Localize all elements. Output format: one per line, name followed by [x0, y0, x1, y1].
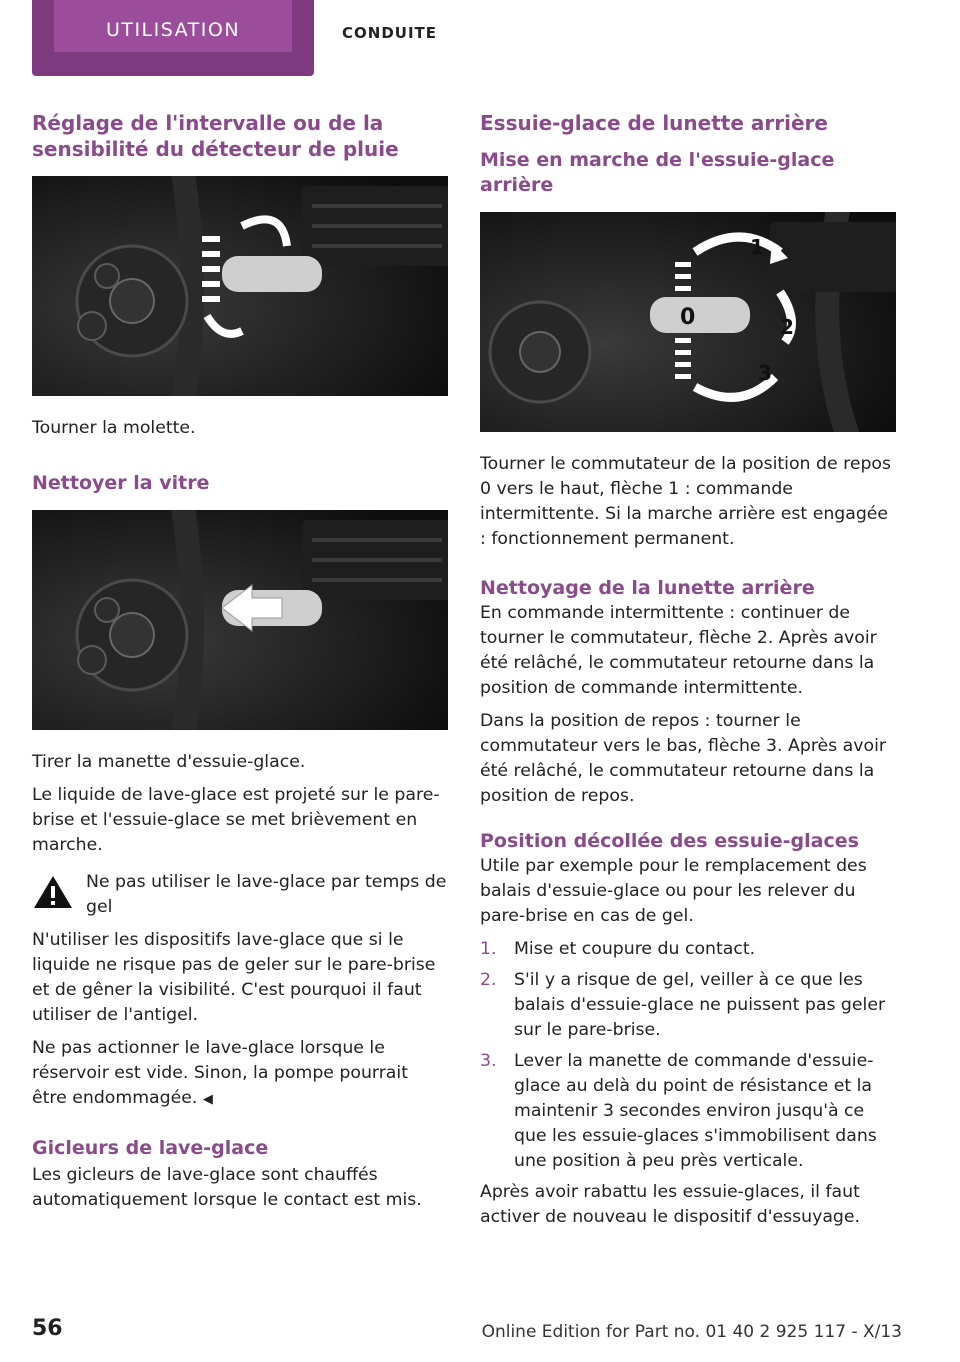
section-tab-active: [32, 0, 314, 76]
warning-triangle-icon: [32, 874, 74, 910]
paragraph-lifted-position: Utile par exemple pour le remplacement des balais d'essuie-glace ou pour les relever du pare-brise en cas de gel.: [480, 856, 867, 926]
heading-rain-sensor: Réglage de l'intervalle ou de la sensibilité du détecteur de pluie: [32, 111, 399, 161]
heading-rear-wiper: Essuie-glace de lunette arrière: [480, 111, 828, 135]
warning-empty-tank-text: Ne pas actionner le lave-glace lorsque le réservoir est vide. Sinon, la pompe pourrait être endommagée.: [32, 1038, 408, 1108]
step-number: 1.: [480, 939, 497, 959]
heading-rear-wiper-on: Mise en marche de l'essuie-glace arrière: [480, 149, 835, 196]
warning-paragraph-empty-tank: [32, 1036, 448, 1112]
paragraph-rear-clean-rest: Dans la position de repos : tourner le commutateur vers le bas, flèche 3. Après avoir été relâché, le commutateur retourne dans la position de repos.: [480, 711, 886, 806]
step-number: 3.: [480, 1051, 497, 1071]
left-column: [32, 110, 448, 1221]
label-arrow-1: 1: [750, 235, 764, 259]
paragraph-after-folding: Après avoir rabattu les essuie-glaces, il faut activer de nouveau le dispositif d'essuyage.: [480, 1182, 861, 1227]
heading-lifted-position: Position décollée des essuie-glaces: [480, 830, 859, 852]
warning-title: Ne pas utiliser le lave-glace par temps de gel: [86, 872, 447, 917]
caption-rain-sensor: Tourner la molette.: [32, 418, 196, 438]
photo-pull-lever: [32, 510, 448, 730]
caption-pull-lever: Tirer la manette d'essuie-glace.: [32, 752, 306, 772]
end-mark-icon: ◀: [202, 1092, 213, 1107]
section-tab-label: UTILISATION: [54, 0, 292, 52]
paragraph-washer-liquid: Le liquide de lave-glace est projeté sur le pare-brise et l'essuie-glace se met brièvement en marche.: [32, 785, 440, 855]
step-text: Mise et coupure du contact.: [514, 939, 756, 959]
page-number: 56: [32, 1316, 63, 1341]
label-arrow-3: 3: [758, 361, 772, 385]
photo-rear-wiper-switch: [480, 212, 896, 432]
heading-clean-glass: Nettoyer la vitre: [32, 472, 210, 494]
footer-edition: Online Edition for Part no. 01 40 2 925 117 - X/13: [481, 1322, 902, 1342]
step-text: Lever la manette de commande d'essuie-glace au delà du point de résistance et la maintenir 3 secondes environ jusqu'à ce que les essuie-glaces s'immobilisent dans une position à peu près verticale.: [514, 1051, 877, 1171]
paragraph-rear-clean-intermittent: En commande intermittente : continuer de tourner le commutateur, flèche 2. Après avoir été relâché, le commutateur retourne dans la position de commande intermittente.: [480, 603, 877, 698]
paragraph-rear-wiper-on: Tourner le commutateur de la position de repos 0 vers le haut, flèche 1 : commande intermittente. Si la marche arrière est engagée : fonctionnement permanent.: [480, 454, 891, 549]
heading-rear-window-clean: Nettoyage de la lunette arrière: [480, 577, 815, 599]
list-item: [480, 1049, 896, 1174]
steps-list: [480, 937, 896, 1174]
right-column: [480, 110, 896, 1238]
list-item: [480, 968, 896, 1043]
list-item: [480, 937, 896, 962]
photo-rain-sensor-wheel: [32, 176, 448, 396]
step-number: 2.: [480, 970, 497, 990]
warning-block: [32, 870, 448, 920]
label-position-0: 0: [680, 305, 696, 330]
label-arrow-2: 2: [780, 315, 794, 339]
step-text: S'il y a risque de gel, veiller à ce que les balais d'essuie-glace ne puissent pas geler sur le pare-brise.: [514, 970, 886, 1040]
chapter-tab-label: CONDUITE: [342, 24, 438, 42]
heading-washer-jets: Gicleurs de lave-glace: [32, 1137, 269, 1159]
warning-paragraph-antifreeze: N'utiliser les dispositifs lave-glace que si le liquide ne risque pas de geler sur le pare-brise et de gêner la visibilité. C'est pourquoi il faut utiliser de l'antigel.: [32, 930, 436, 1025]
paragraph-washer-jets: Les gicleurs de lave-glace sont chauffés automatiquement lorsque le contact est mis.: [32, 1165, 422, 1210]
